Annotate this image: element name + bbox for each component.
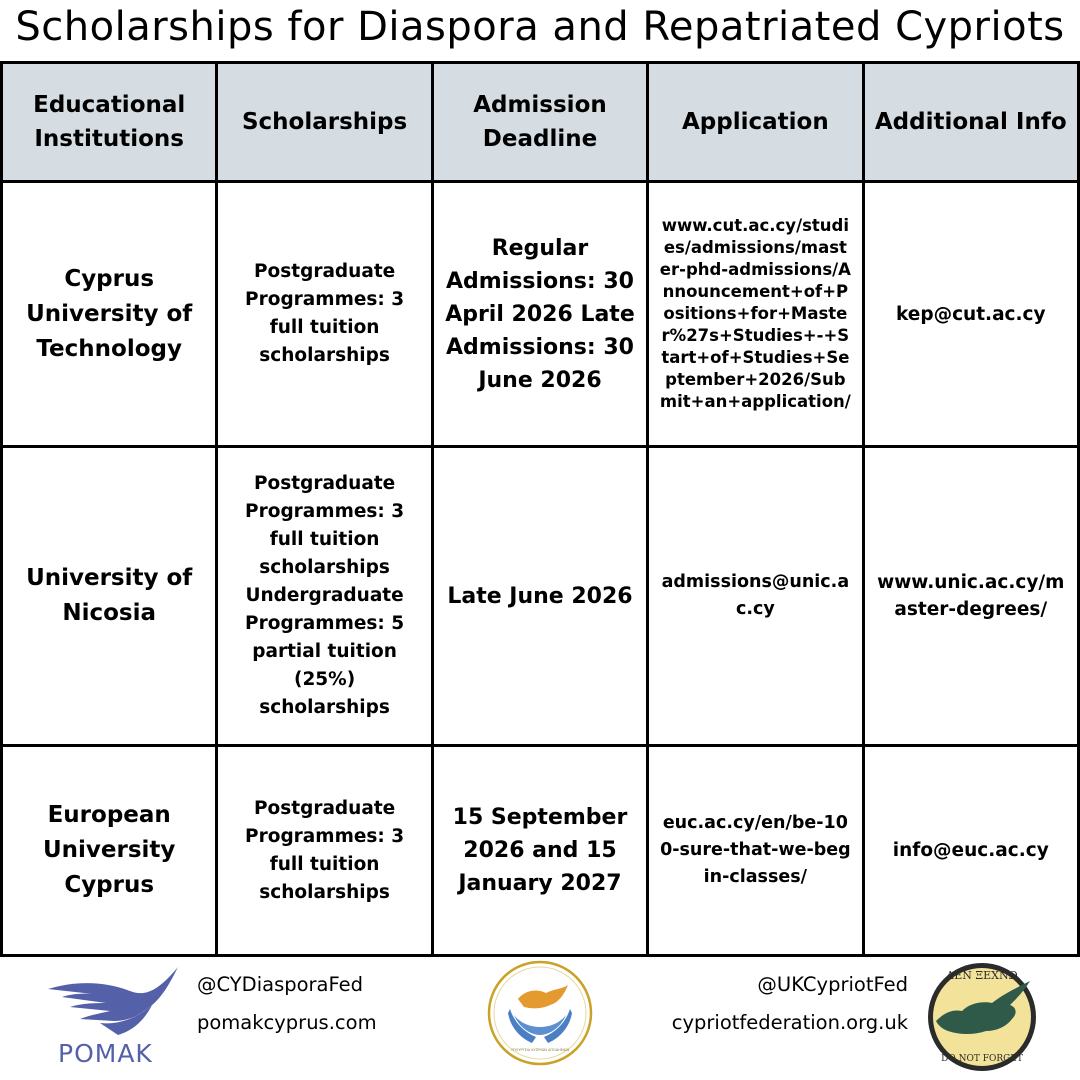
page-title: Scholarships for Diaspora and Repatriated Cypriots: [15, 4, 1065, 50]
info-email[interactable]: info@euc.ac.cy: [863, 746, 1078, 956]
application-email[interactable]: admissions@unic.ac.cy: [648, 447, 863, 746]
scholarships-cell: Postgraduate Programmes: 3 full tuition scholarships: [217, 746, 432, 956]
scholarship-table: [0, 61, 1080, 957]
cyprus-hands-seal-icon: [486, 959, 594, 1067]
svg-text:ΥΠΟΥΡΓΕΙΑ ΚΥΠΡΙΩΝ ΑΠΟΔΗΜΩΝ: ΥΠΟΥΡΓΕΙΑ ΚΥΠΡΙΩΝ ΑΠΟΔΗΜΩΝ: [510, 1048, 570, 1052]
institution-cell: European University Cyprus: [2, 746, 217, 956]
website-right[interactable]: cypriotfederation.org.uk: [671, 1011, 908, 1034]
deadline-cell: Regular Admissions: 30 April 2026 Late Admissions: 30 June 2026: [432, 182, 647, 447]
scholarships-cell: Postgraduate Programmes: 3 full tuition scholarships Undergraduate Programmes: 5 partial tuition (25%) scholarships: [217, 447, 432, 746]
info-link[interactable]: www.unic.ac.cy/master-degrees/: [863, 447, 1078, 746]
table-row: [2, 182, 1079, 447]
institution-cell: Cyprus University of Technology: [2, 182, 217, 447]
application-link[interactable]: www.cut.ac.cy/studies/admissions/master-phd-admissions/Announcement+of+Positions+for+Master%27s+Studies+-+Start+of+Studies+September+2026/Submit+an+application/: [648, 182, 863, 447]
application-link[interactable]: euc.ac.cy/en/be-100-sure-that-we-begin-classes/: [648, 746, 863, 956]
table-row: [2, 746, 1079, 956]
pomak-logo-text: POMAK: [58, 1039, 153, 1068]
header-application: Application: [648, 63, 863, 182]
table-row: [2, 447, 1079, 746]
header-deadline: Admission Deadline: [432, 63, 647, 182]
header-scholarships: Scholarships: [217, 63, 432, 182]
scholarships-cell: Postgraduate Programmes: 3 full tuition scholarships: [217, 182, 432, 447]
website-left[interactable]: pomakcyprus.com: [197, 1011, 377, 1034]
header-institutions: Educational Institutions: [2, 63, 217, 182]
svg-text:DO NOT FORGET: DO NOT FORGET: [941, 1054, 1023, 1064]
info-email[interactable]: kep@cut.ac.cy: [863, 182, 1078, 447]
social-handle-left[interactable]: @CYDiasporaFed: [197, 973, 364, 996]
social-handle-right[interactable]: @UKCypriotFed: [757, 973, 908, 996]
deadline-cell: 15 September 2026 and 15 January 2027: [432, 746, 647, 956]
institution-cell: University of Nicosia: [2, 447, 217, 746]
table-header-row: [2, 63, 1079, 182]
cyprus-map-seal-icon: [926, 961, 1038, 1073]
svg-text:ΔΕΝ ΞΕΧΝΩ: ΔΕΝ ΞΕΧΝΩ: [946, 969, 1018, 982]
deadline-cell: Late June 2026: [432, 447, 647, 746]
header-additional-info: Additional Info: [863, 63, 1078, 182]
footer: [0, 957, 1080, 1080]
